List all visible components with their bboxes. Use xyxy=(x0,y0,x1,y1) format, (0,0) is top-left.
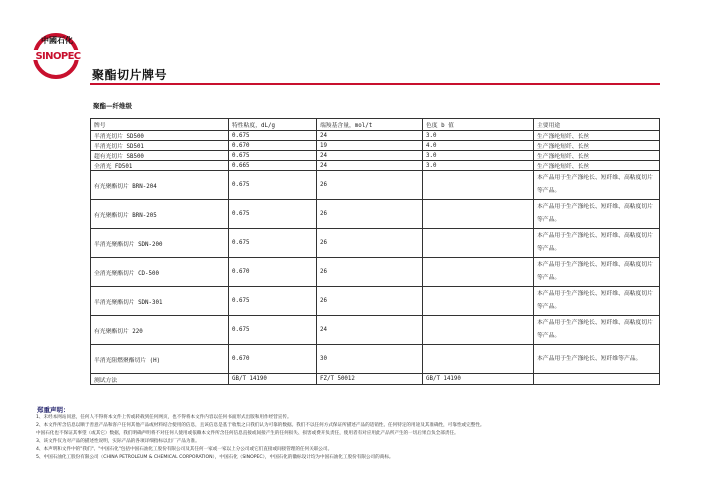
cell-color-b xyxy=(423,316,534,345)
cell-carboxyl: 24 xyxy=(317,151,423,161)
cell-viscosity: 0.675 xyxy=(229,151,317,161)
cell-carboxyl: 19 xyxy=(317,141,423,151)
sinopec-logo xyxy=(30,26,86,88)
cell-carboxyl: 24 xyxy=(317,316,423,345)
grade-table xyxy=(90,118,660,385)
table-row xyxy=(91,151,660,161)
disclaimer-line: 中国石化也不保证其事望（或其它）数据，我们明确声明将不对任何人使用或依赖本文件所含任何信息直接或间接产生的任何损失、损害或费开负责任，使用者有对应用此产品所产生的一切后果自负全部责任。 xyxy=(36,431,459,436)
cell-carboxyl: 26 xyxy=(317,287,423,316)
cell-viscosity: 0.675 xyxy=(229,171,317,200)
cell-color-b xyxy=(423,200,534,229)
cell-color-b xyxy=(423,287,534,316)
cell-carboxyl-method: FZ/T 50012 xyxy=(317,374,423,385)
cell-carboxyl: 26 xyxy=(317,258,423,287)
cell-application-method xyxy=(534,374,660,385)
cell-viscosity: 0.670 xyxy=(229,345,317,374)
table-row xyxy=(91,287,660,316)
cell-viscosity: 0.665 xyxy=(229,161,317,171)
cell-carboxyl: 24 xyxy=(317,131,423,141)
table-header-row xyxy=(91,119,660,131)
cell-carboxyl: 24 xyxy=(317,161,423,171)
cell-viscosity: 0.670 xyxy=(229,258,317,287)
cell-application: 生产涤纶短纤、长丝 xyxy=(534,141,660,151)
header-grade: 牌号 xyxy=(91,119,229,131)
cell-color-b: 3.0 xyxy=(423,161,534,171)
cell-viscosity: 0.675 xyxy=(229,229,317,258)
cell-viscosity: 0.675 xyxy=(229,287,317,316)
disclaimer-text xyxy=(36,414,676,462)
cell-viscosity: 0.675 xyxy=(229,200,317,229)
cell-application: 生产涤纶短纤、长丝 xyxy=(534,161,660,171)
disclaimer-line: 5、中国石油化工股份有限公司（CHINA PETROLEUM & CHEMICAL CORPORATION），中国石化（SINOPEC），中国石化的徽标设计均为中国石油化工股份有限公司的商标。 xyxy=(36,455,394,460)
table-row xyxy=(91,141,660,151)
disclaimer-line: 2、本文件所含信息以顺于善意产品和客户任何其他产品或材料结合使用的信息，且该信息是基于收集之日我们认为可靠的数据。我们不以任何方式保证所描述产品的适销性、任何特定的用途及其准确性，可靠性或完整性。 xyxy=(36,423,485,428)
cell-color-b: 3.0 xyxy=(423,131,534,141)
cell-color-b xyxy=(423,229,534,258)
table-row xyxy=(91,171,660,200)
cell-color-method: GB/T 14190 xyxy=(423,374,534,385)
cell-color-b xyxy=(423,258,534,287)
table-row xyxy=(91,345,660,374)
cell-application: 本产品用于生产涤纶长、短纤维、高粘度切片等产品。 xyxy=(534,316,660,345)
header-color-b: 色度 b 值 xyxy=(423,119,534,131)
table-row xyxy=(91,200,660,229)
cell-application: 本产品用于生产涤纶长、短纤维、高粘度切片等产品。 xyxy=(534,229,660,258)
cell-grade: 半消光聚酯切片 SDN-301 xyxy=(91,287,229,316)
logo-chinese-text: 中國石化 xyxy=(41,35,73,45)
cell-color-b xyxy=(423,171,534,200)
cell-viscosity-method: GB/T 14190 xyxy=(229,374,317,385)
title-divider xyxy=(90,83,660,85)
table-row xyxy=(91,316,660,345)
cell-grade: 有光聚酯切片 BRN-204 xyxy=(91,171,229,200)
cell-application: 本产品用于生产涤纶长、短纤维、高粘度切片等产品。 xyxy=(534,200,660,229)
table-row xyxy=(91,258,660,287)
cell-application: 本产品用于生产涤纶长、短纤维、高粘度切片等产品。 xyxy=(534,258,660,287)
cell-grade: 超有光切片 SB500 xyxy=(91,151,229,161)
cell-viscosity: 0.675 xyxy=(229,316,317,345)
cell-grade: 全消光 FD501 xyxy=(91,161,229,171)
page-title: 聚酯切片牌号 xyxy=(92,68,168,82)
cell-test-method-label: 测试方法 xyxy=(91,374,229,385)
cell-color-b xyxy=(423,345,534,374)
cell-grade: 半消光切片 SD501 xyxy=(91,141,229,151)
header-carboxyl: 端羧基含量，mol/t xyxy=(317,119,423,131)
table-row xyxy=(91,131,660,141)
section-subtitle: 聚酯—纤维级 xyxy=(93,102,132,110)
header-application: 主要用途 xyxy=(534,119,660,131)
disclaimer-line: 1、未经本网站同意，任何人不得将本文件上传或转载到任何网页，也不得将本文件内容以任何书面形式出版和用作经营宣传。 xyxy=(36,415,292,420)
disclaimer-line: 4、本声明和文件中的"我们"、"中国石化"包括中国石油化工股份有限公司及其任何一家或一家以上分公司或它们直接或间接管理的任何关联公司。 xyxy=(36,447,333,452)
cell-viscosity: 0.670 xyxy=(229,141,317,151)
disclaimer-title: 郑重声明： xyxy=(37,406,70,414)
table-row xyxy=(91,161,660,171)
cell-application: 本产品用于生产涤纶长、短纤维等产品。 xyxy=(534,345,660,374)
cell-application: 生产涤纶短纤、长丝 xyxy=(534,131,660,141)
cell-application: 本产品用于生产涤纶长、短纤维、高粘度切片等产品。 xyxy=(534,287,660,316)
table-row xyxy=(91,229,660,258)
cell-color-b: 3.0 xyxy=(423,151,534,161)
header-viscosity: 特性粘度，dL/g xyxy=(229,119,317,131)
logo-wordmark: SINOPEC xyxy=(35,51,81,62)
cell-carboxyl: 30 xyxy=(317,345,423,374)
cell-grade: 半消光聚酯切片 SDN-200 xyxy=(91,229,229,258)
cell-grade: 全消光聚酯切片 CD-500 xyxy=(91,258,229,287)
cell-carboxyl: 26 xyxy=(317,229,423,258)
cell-carboxyl: 26 xyxy=(317,200,423,229)
cell-application: 本产品用于生产涤纶长、短纤维、高粘度切片等产品。 xyxy=(534,171,660,200)
cell-grade: 半消光切片 SD500 xyxy=(91,131,229,141)
cell-grade: 半消光阻燃聚酯切片 (H) xyxy=(91,345,229,374)
cell-grade: 有光聚酯切片 BRN-205 xyxy=(91,200,229,229)
cell-viscosity: 0.675 xyxy=(229,131,317,141)
cell-color-b: 4.0 xyxy=(423,141,534,151)
table-footer-row xyxy=(91,374,660,385)
disclaimer-line: 3、该文件仅为对产品的描述性说明，实际产品的各项详细指标以出厂产品为准。 xyxy=(36,439,200,444)
cell-carboxyl: 26 xyxy=(317,171,423,200)
cell-grade: 有光聚酯切片 220 xyxy=(91,316,229,345)
cell-application: 生产涤纶短纤、长丝 xyxy=(534,151,660,161)
